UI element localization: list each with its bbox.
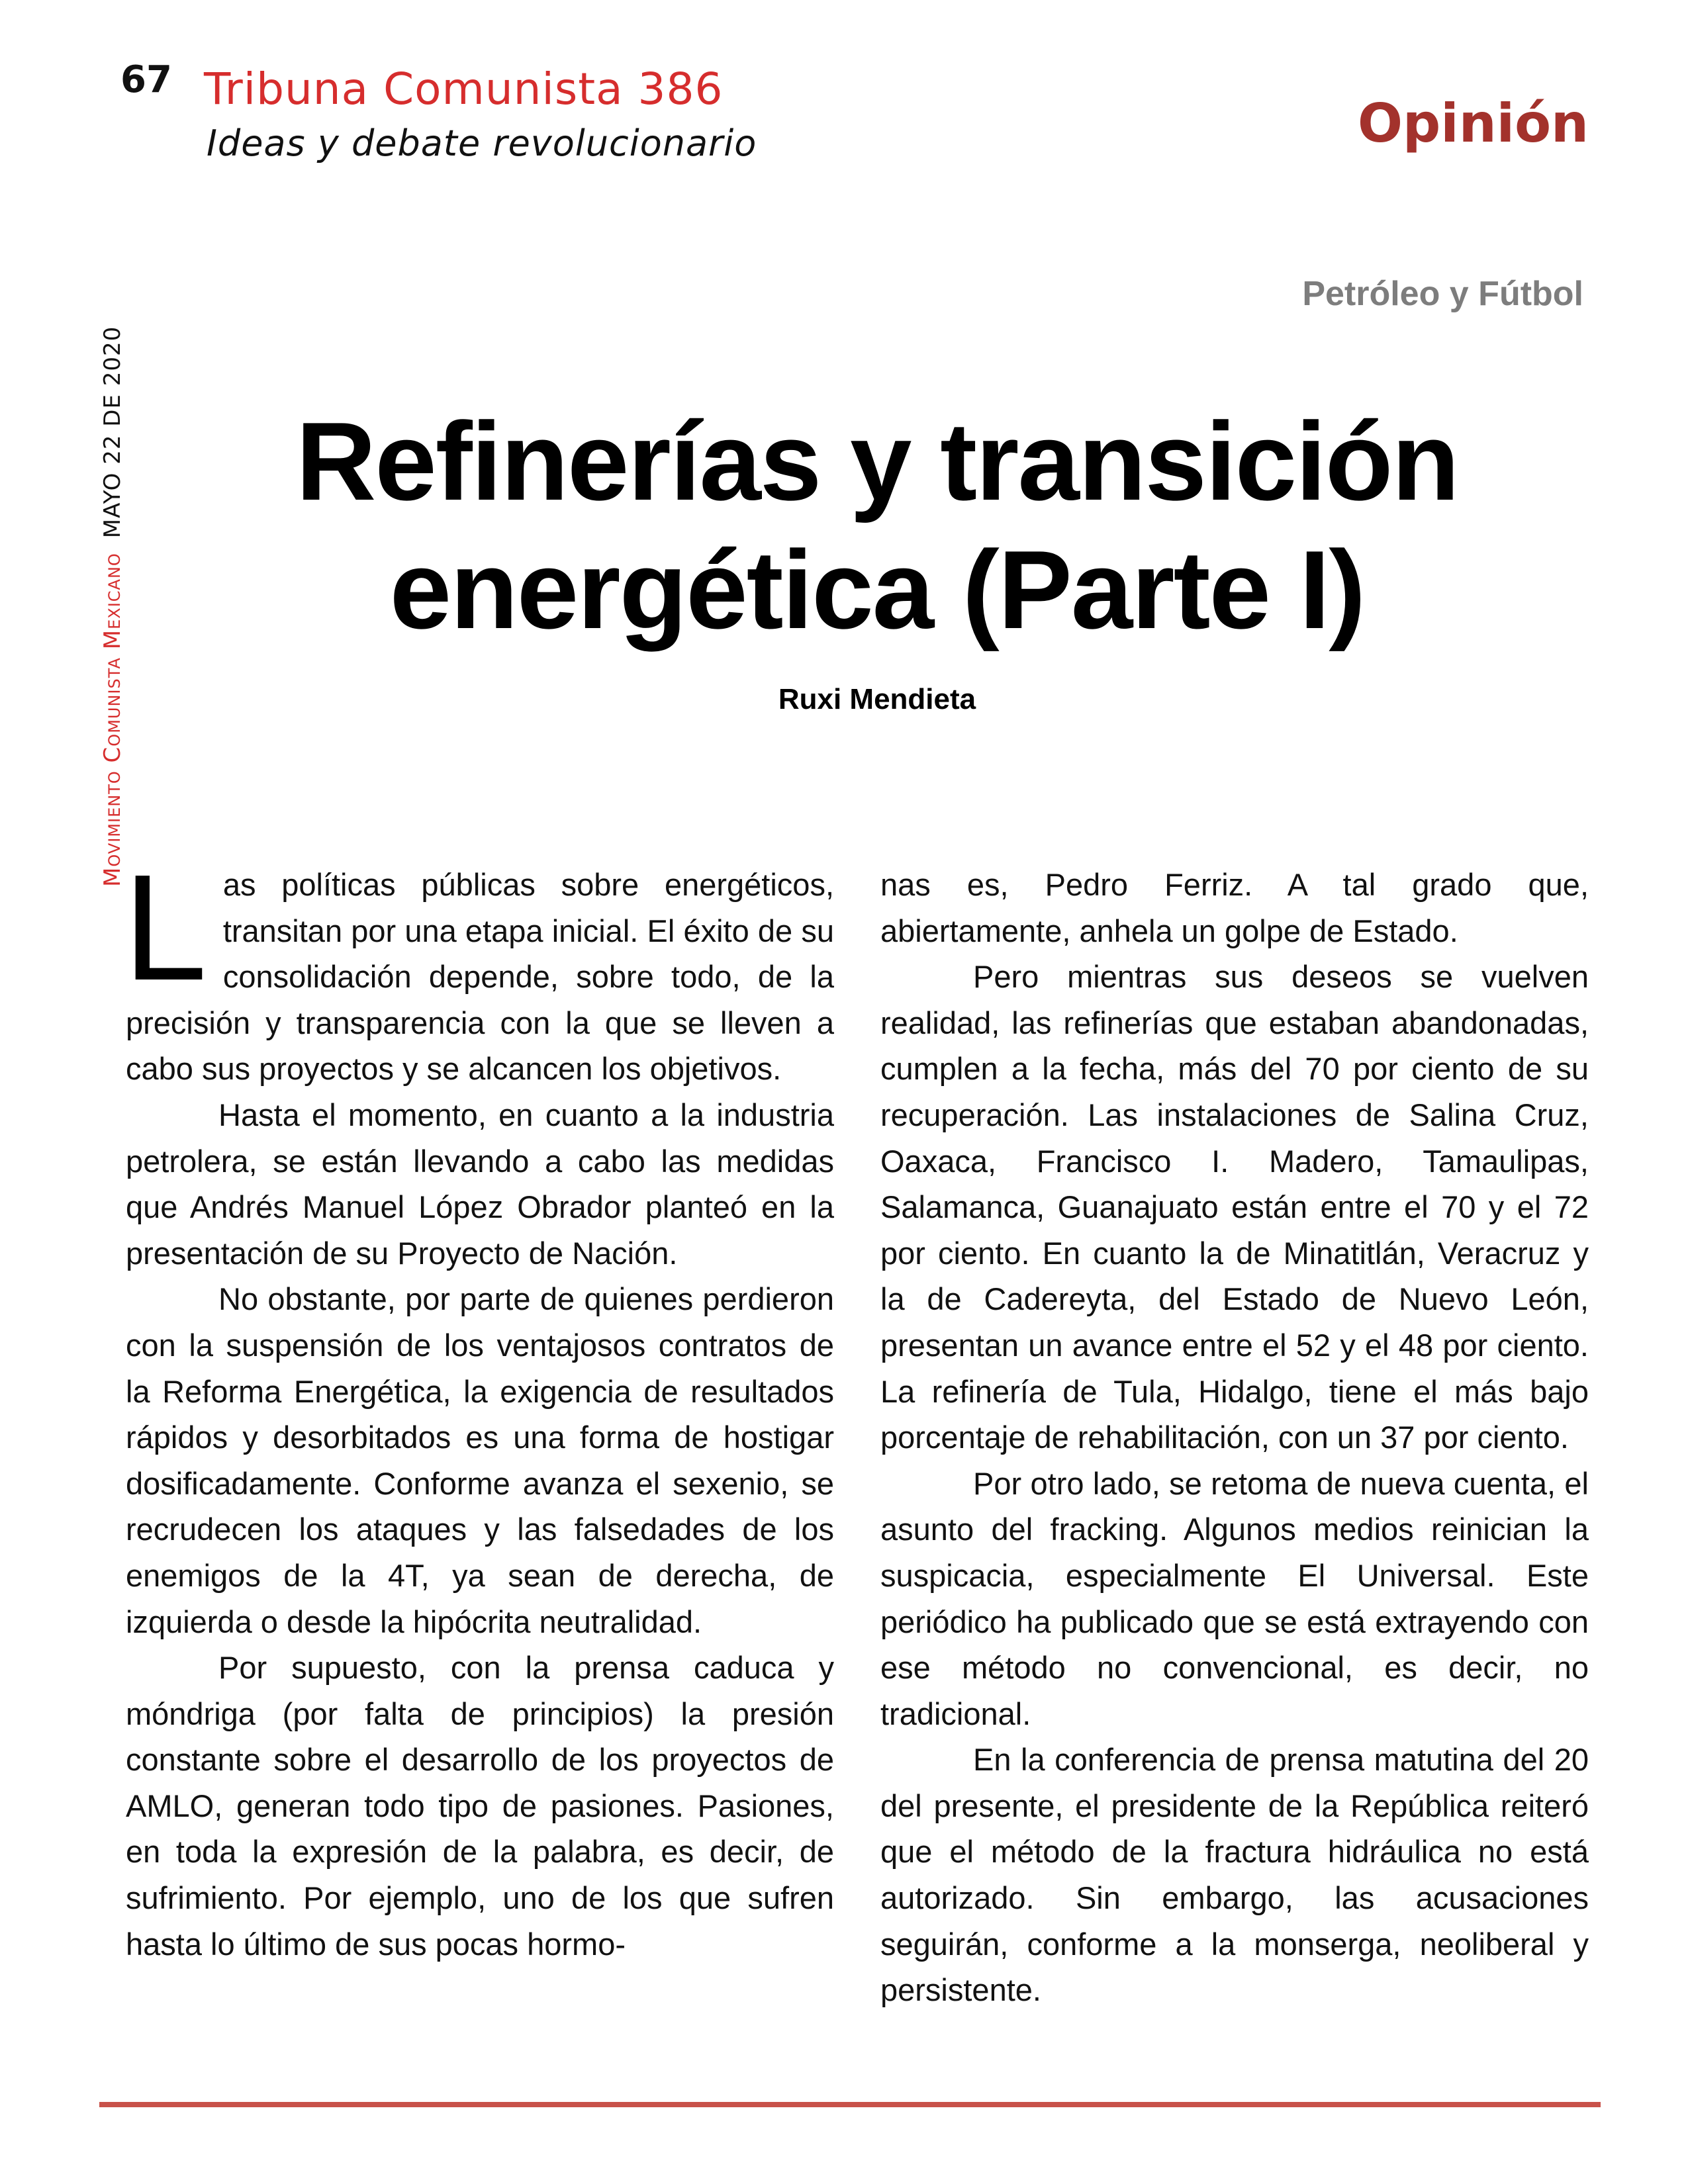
magazine-tagline: Ideas y debate revolucionario — [207, 122, 757, 164]
paragraph-text: as políticas públicas sobre energéticos, transitan por una etapa inicial. El éxito de su consolidación depende, sobre todo, de la precisión y transparencia con la que se lleven a cabo sus proyectos y se alcancen los objetivos. — [126, 867, 834, 1087]
drop-cap: L — [123, 844, 207, 1012]
paragraph: No obstante, por parte de quienes perdieron con la suspensión de los ventajosos contratos de la Reforma Energética, la exigencia de resultados rápidos y desorbitados es una forma de hostigar dosificadamente. Conforme avanza el sexenio, se recrudecen los ataques y las falsedades de los enemigos de la 4T, ya sean de derecha, de izquierda o desde la hipócrita neutralidad. — [126, 1281, 834, 1639]
bottom-rule — [99, 2102, 1601, 2107]
side-date: MAYO 22 DE 2020 — [99, 326, 126, 539]
article-title: Refinerías y transición energética (Parte I) — [296, 399, 1458, 652]
paragraph — [123, 844, 834, 1092]
paragraph: En la conferencia de prensa matutina del 20 del presente, el presidente de la República reiteró que el método de la fractura hidráulica no está autorizado. Sin embargo, las acusaciones seguirán, conforme a la monserga, neoliberal y persistente. — [880, 1742, 1589, 2008]
magazine-name: Tribuna Comunista 386 — [204, 64, 724, 114]
page-number: 67 — [120, 58, 172, 101]
article-column-right — [880, 862, 1589, 2013]
side-organization: Movimiento Comunista Mexicano — [99, 553, 126, 887]
paragraph-continued: nas es, Pedro Ferriz. A tal grado que, abiertamente, anhela un golpe de Estado. — [880, 867, 1589, 948]
article-kicker: Petróleo y Fútbol — [1302, 275, 1583, 313]
paragraph: Por supuesto, con la prensa caduca y móndriga (por falta de principios) la presión constante sobre el desarrollo de los proyectos de AMLO, generan todo tipo de pasiones. Pasiones, en toda la expresión de la palabra, es decir, de sufrimiento. Por ejemplo, uno de los que sufren hasta lo último de sus pocas hormo- — [126, 1650, 834, 1962]
paragraph: Pero mientras sus deseos se vuelven realidad, las refinerías que estaban abandonadas, cumplen a la fecha, más del 70 por ciento de su recuperación. Las instalaciones de Salina Cruz, Oaxaca, Francisco I. Madero, Tamaulipas, Salamanca, Guanajuato están entre el 70 y el 72 por ciento. En cuanto la de Minatitlán, Veracruz y la de Cadereyta, del Estado de Nuevo León, presentan un avance entre el 52 y el 48 por ciento. La refinería de Tula, Hidalgo, tiene el más bajo porcentaje de rehabilitación, con un 37 por ciento. — [880, 959, 1589, 1455]
section-label: Opinión — [1358, 93, 1589, 154]
article-column-left — [123, 844, 834, 1967]
paragraph: Por otro lado, se retoma de nueva cuenta, el asunto del fracking. Algunos medios reinician la suspicacia, especialmente El Universal. Este periódico ha publicado que se está extrayendo con ese método no convencional, es decir, no tradicional. — [880, 1465, 1589, 1731]
article-author: Ruxi Mendieta — [778, 683, 976, 715]
side-strip-text — [99, 326, 126, 887]
paragraph: Hasta el momento, en cuanto a la industria petrolera, se están llevando a cabo las medidas que Andrés Manuel López Obrador planteó en la presentación de su Proyecto de Nación. — [126, 1097, 834, 1271]
